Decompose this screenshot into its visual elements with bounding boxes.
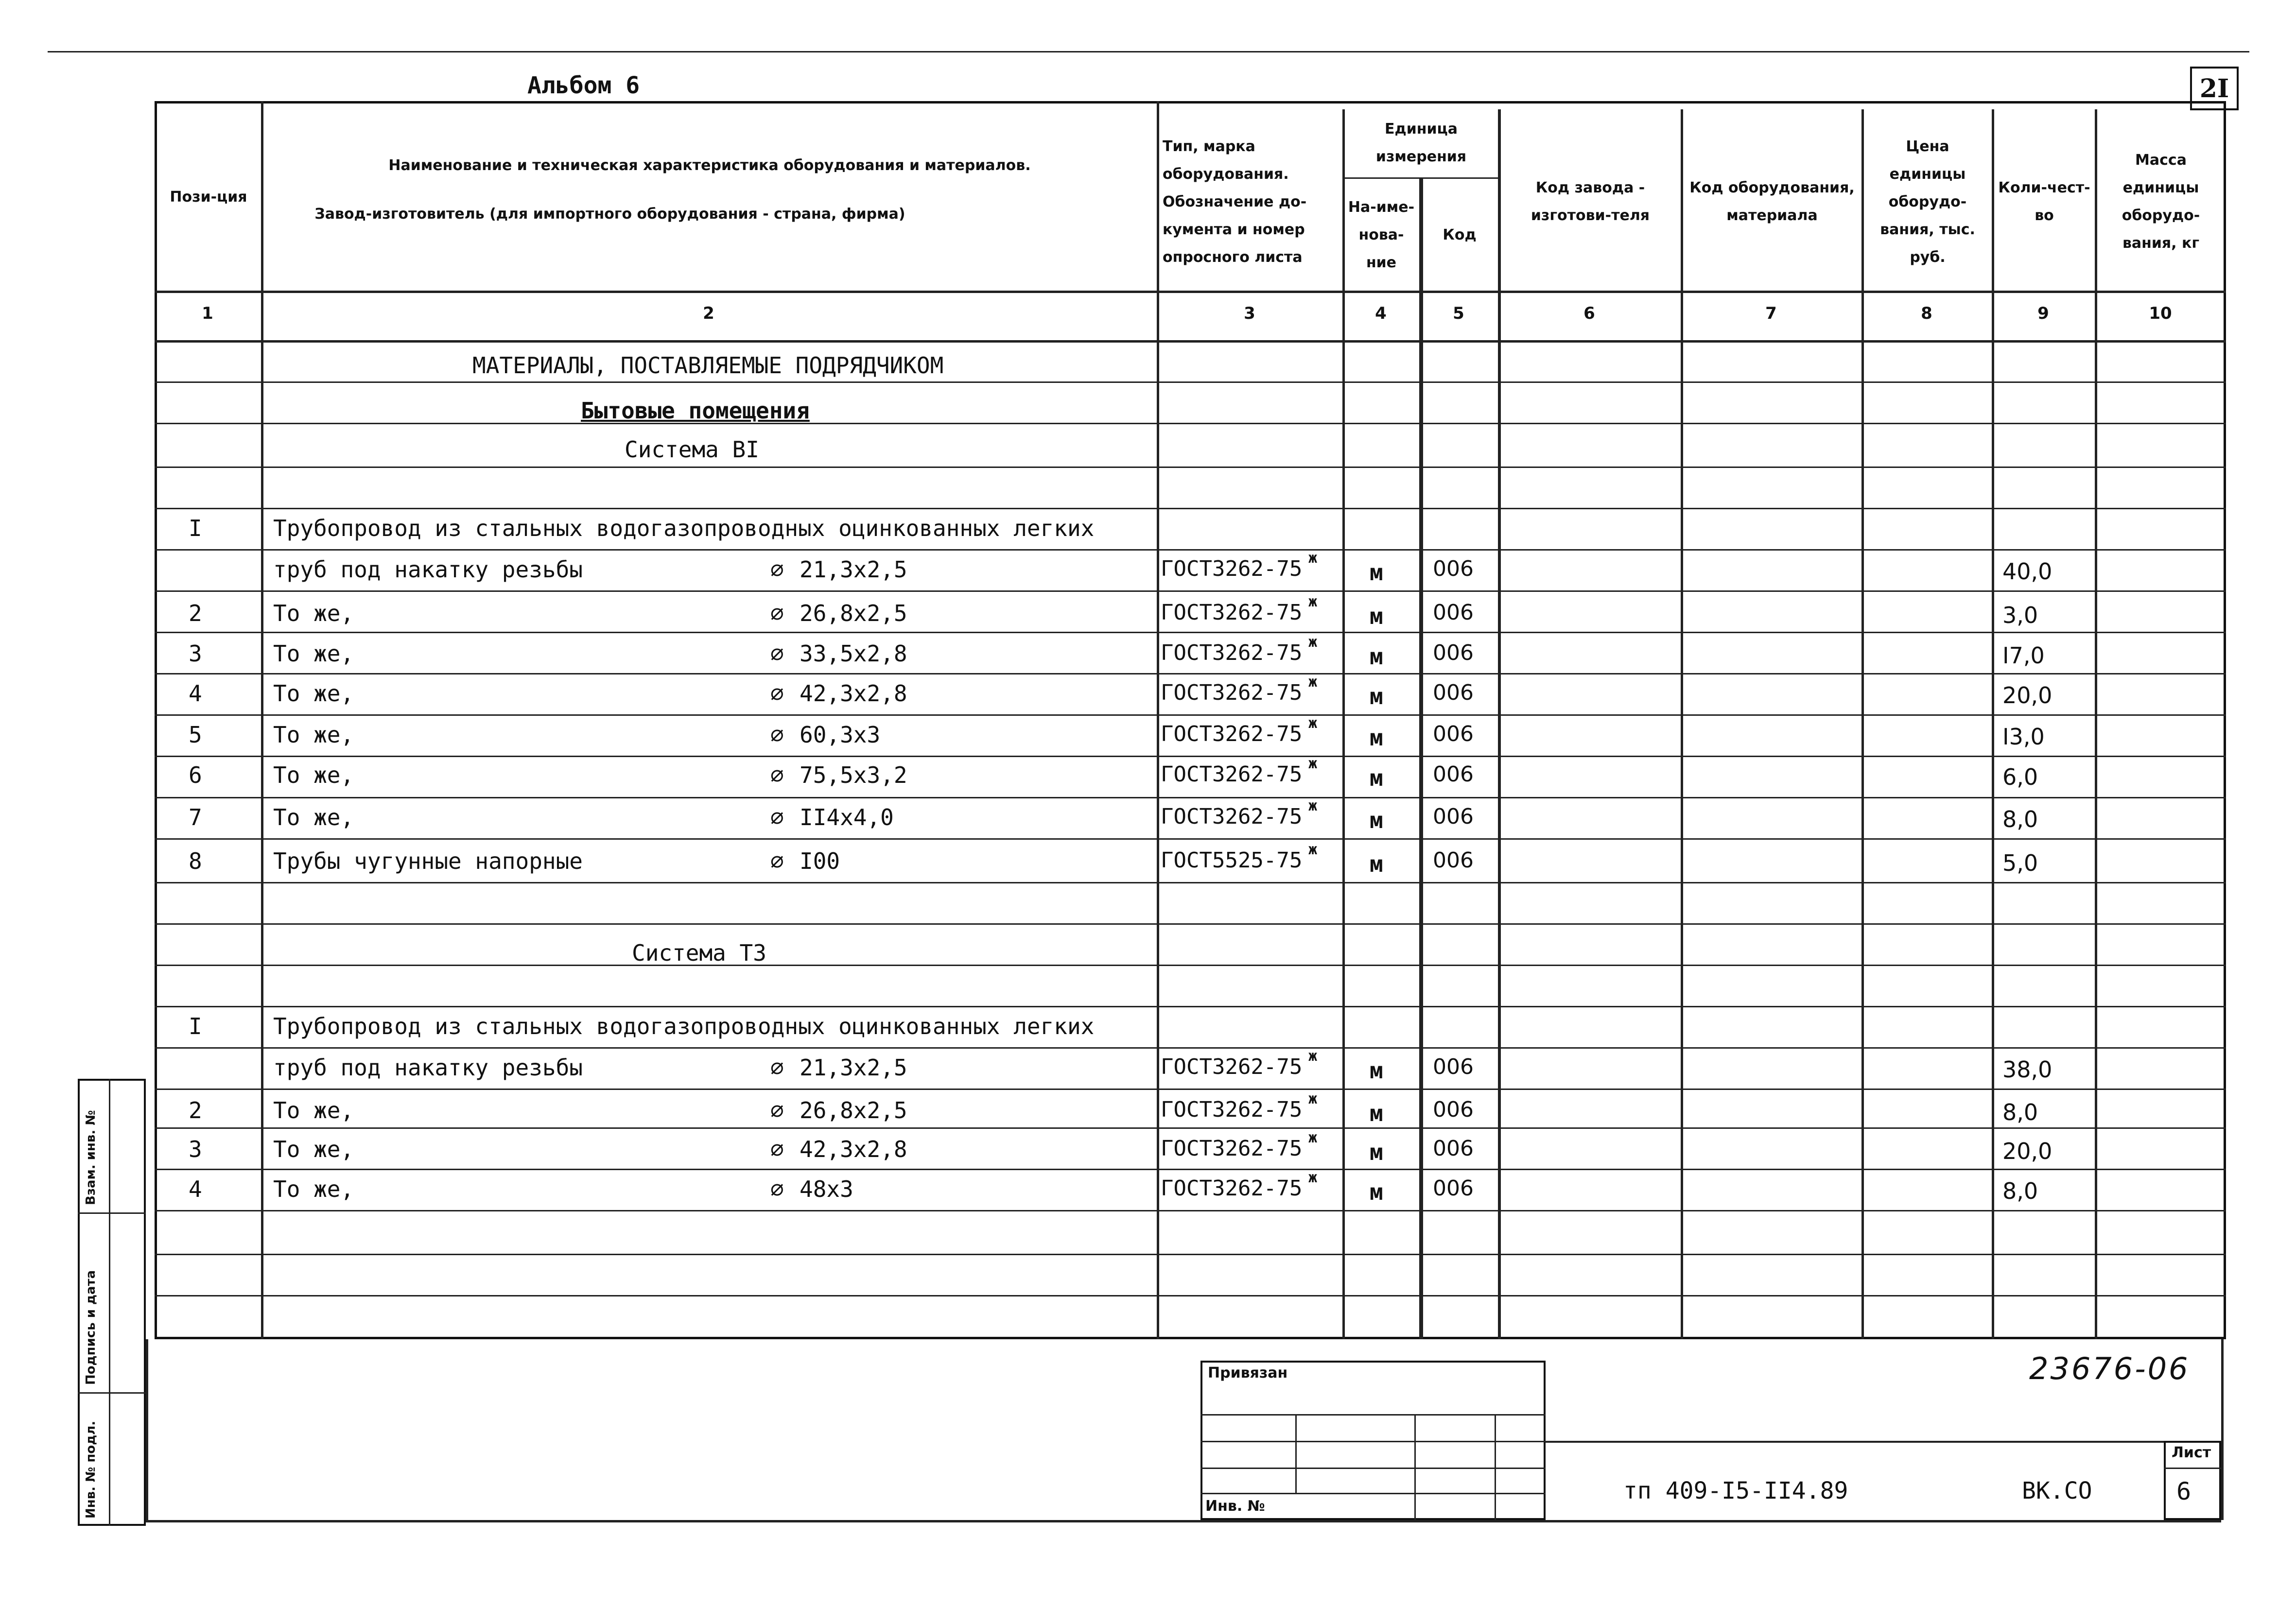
standard-star bbox=[1308, 797, 1317, 824]
column-number-10: 10 bbox=[2149, 304, 2172, 323]
hdr-unit-name: На-име-нова-ние bbox=[1348, 198, 1415, 271]
row-name: То же, bbox=[273, 680, 354, 707]
row-position: 7 bbox=[189, 804, 202, 830]
side-label-inventory: Инв. № подл. bbox=[84, 1420, 98, 1519]
row-unit-code: 006 bbox=[1433, 762, 1474, 787]
row-separator bbox=[155, 1089, 2226, 1090]
row-dimension: 26,8x2,5 bbox=[800, 1097, 907, 1123]
row-dimension: 42,3x2,8 bbox=[800, 680, 907, 707]
stamp-line-d bbox=[1200, 1493, 1546, 1494]
hdr-type: Тип, марка оборудования. Обозначение до-кумента и номер опросного листа bbox=[1163, 138, 1307, 266]
col-divider-4 bbox=[1419, 177, 1423, 1339]
col-divider-5 bbox=[1498, 109, 1501, 1339]
diameter-icon: ∅ bbox=[770, 1176, 784, 1202]
row-name: Трубы чугунные напорные bbox=[273, 848, 583, 874]
row-standard: ГОСТ3262-75 bbox=[1161, 556, 1303, 581]
stamp-vline-c bbox=[1495, 1414, 1496, 1520]
row-name: труб под накатку резьбы bbox=[273, 1054, 583, 1081]
row-position: 6 bbox=[189, 762, 202, 788]
header-bottom-line bbox=[155, 291, 2226, 293]
row-quantity: 5,0 bbox=[2002, 850, 2038, 876]
title-block-top bbox=[1546, 1441, 2221, 1443]
system1-title: Система BI bbox=[625, 436, 759, 463]
row-separator bbox=[155, 632, 2226, 633]
sheet-label: Лист bbox=[2172, 1444, 2211, 1461]
row-dimension: 75,5x3,2 bbox=[800, 762, 907, 788]
diameter-icon: ∅ bbox=[770, 640, 784, 667]
col-divider-9 bbox=[2095, 109, 2097, 1339]
section-title: МАТЕРИАЛЫ, ПОСТАВЛЯЕМЫЕ ПОДРЯДЧИКОМ bbox=[472, 352, 944, 379]
row-unit: м bbox=[1370, 643, 1383, 670]
row-separator bbox=[155, 673, 2226, 674]
row-name: труб под накатку резьбы bbox=[273, 556, 583, 583]
row-name: То же, bbox=[273, 600, 354, 626]
row-position: I bbox=[189, 1013, 202, 1039]
row-name: То же, bbox=[273, 1176, 354, 1202]
row-unit: м bbox=[1370, 1100, 1383, 1126]
stamp-vline-a bbox=[1295, 1414, 1297, 1494]
hdr-price: Цена единицы оборудо-вания, тыс. руб. bbox=[1880, 138, 1975, 266]
stamp-line-b bbox=[1200, 1441, 1546, 1442]
hdr-unit-group: Единица измерения bbox=[1375, 121, 1467, 165]
row-position: 2 bbox=[189, 600, 202, 626]
row-separator bbox=[155, 549, 2226, 551]
row-separator bbox=[155, 756, 2226, 757]
row-quantity: 20,0 bbox=[2002, 682, 2052, 708]
diameter-icon: ∅ bbox=[770, 556, 784, 583]
col-divider-6 bbox=[1681, 109, 1683, 1339]
privyazan-label: Привязан bbox=[1208, 1365, 1288, 1382]
row-standard: ГОСТ5525-75 bbox=[1161, 848, 1303, 873]
row-position: 3 bbox=[189, 1136, 202, 1162]
standard-star bbox=[1308, 841, 1317, 867]
standard-star bbox=[1308, 674, 1317, 700]
row-name: Трубопровод из стальных водогазопроводных оцинкованных легких bbox=[273, 1013, 1095, 1039]
row-standard: ГОСТ3262-75 bbox=[1161, 1136, 1303, 1161]
row-position: 4 bbox=[189, 1176, 202, 1202]
standard-star bbox=[1308, 593, 1317, 620]
bottom-line bbox=[146, 1520, 2221, 1522]
diameter-icon: ∅ bbox=[770, 1054, 784, 1081]
row-unit: м bbox=[1370, 1139, 1383, 1165]
row-dimension: II4x4,0 bbox=[800, 804, 894, 830]
row-position: 8 bbox=[189, 848, 202, 874]
row-standard: ГОСТ3262-75 bbox=[1161, 1054, 1303, 1079]
row-position: 4 bbox=[189, 680, 202, 707]
row-unit: м bbox=[1370, 603, 1383, 629]
stamp-line-a bbox=[1200, 1414, 1546, 1416]
row-quantity: 40,0 bbox=[2002, 558, 2052, 585]
hdr-name-line1: Наименование и техническая характеристика оборудования и материалов. bbox=[388, 156, 1031, 174]
row-quantity: 8,0 bbox=[2002, 1178, 2038, 1204]
row-unit-code: 006 bbox=[1433, 556, 1474, 581]
row-dimension: I00 bbox=[800, 848, 840, 874]
diameter-icon: ∅ bbox=[770, 1097, 784, 1123]
standard-star bbox=[1308, 634, 1317, 660]
col-divider-8 bbox=[1992, 109, 1994, 1339]
column-number-3: 3 bbox=[1244, 304, 1255, 323]
column-number-1: 1 bbox=[202, 304, 213, 323]
row-separator bbox=[155, 1210, 2226, 1211]
row-dimension: 42,3x2,8 bbox=[800, 1136, 907, 1162]
star-mark: ж bbox=[1308, 674, 1318, 691]
star-mark: ж bbox=[1308, 1048, 1318, 1065]
row-unit-code: 006 bbox=[1433, 600, 1474, 625]
row-separator bbox=[155, 714, 2226, 716]
column-number-9: 9 bbox=[2037, 304, 2049, 323]
row-standard: ГОСТ3262-75 bbox=[1161, 640, 1303, 665]
row-position: 5 bbox=[189, 722, 202, 748]
row-quantity: 20,0 bbox=[2002, 1138, 2052, 1164]
row-name: То же, bbox=[273, 1097, 354, 1123]
hdr-plant-code: Код завода - изготови-теля bbox=[1531, 179, 1650, 224]
row-standard: ГОСТ3262-75 bbox=[1161, 680, 1303, 705]
side-label-replacement: Взам. инв. № bbox=[84, 1110, 98, 1205]
column-number-6: 6 bbox=[1583, 304, 1595, 323]
hdr-mass: Масса единицы оборудо-вания, кг bbox=[2122, 152, 2200, 252]
row-name: То же, bbox=[273, 762, 354, 788]
row-unit: м bbox=[1370, 725, 1383, 751]
row-unit: м bbox=[1370, 1179, 1383, 1205]
row-standard: ГОСТ3262-75 bbox=[1161, 722, 1303, 746]
row-unit-code: 006 bbox=[1433, 804, 1474, 829]
star-mark: ж bbox=[1308, 715, 1318, 732]
row-unit-code: 006 bbox=[1433, 640, 1474, 665]
diameter-icon: ∅ bbox=[770, 1136, 784, 1162]
unit-group-divider bbox=[1342, 177, 1498, 179]
row-separator bbox=[155, 923, 2226, 925]
stamp-line-c bbox=[1200, 1468, 1546, 1469]
row-quantity: 6,0 bbox=[2002, 764, 2038, 790]
standard-star bbox=[1308, 1048, 1317, 1074]
standard-star bbox=[1308, 1129, 1317, 1156]
row-quantity: 8,0 bbox=[2002, 1099, 2038, 1125]
row-separator bbox=[155, 882, 2226, 883]
row-separator bbox=[155, 838, 2226, 840]
row-separator bbox=[155, 1127, 2226, 1129]
album-label: Альбом 6 bbox=[527, 72, 640, 99]
standard-star bbox=[1308, 550, 1317, 576]
standard-star bbox=[1308, 715, 1317, 741]
row-unit: м bbox=[1370, 1057, 1383, 1084]
diameter-icon: ∅ bbox=[770, 600, 784, 626]
row-position: 3 bbox=[189, 640, 202, 667]
row-standard: ГОСТ3262-75 bbox=[1161, 1176, 1303, 1201]
row-unit-code: 006 bbox=[1433, 848, 1474, 873]
row-separator bbox=[155, 965, 2226, 966]
row-name: То же, bbox=[273, 640, 354, 667]
standard-star bbox=[1308, 1169, 1317, 1195]
col-divider-3 bbox=[1342, 109, 1345, 1339]
standard-star bbox=[1308, 1090, 1317, 1117]
col-divider-7 bbox=[1861, 109, 1864, 1339]
standard-star bbox=[1308, 755, 1317, 781]
row-unit: м bbox=[1370, 683, 1383, 709]
row-unit-code: 006 bbox=[1433, 1097, 1474, 1122]
colnum-bottom-line bbox=[155, 340, 2226, 343]
star-mark: ж bbox=[1308, 593, 1318, 610]
row-unit: м bbox=[1370, 765, 1383, 791]
row-separator bbox=[155, 797, 2226, 798]
hdr-equip-code: Код оборудования, материала bbox=[1689, 179, 1855, 224]
row-position: I bbox=[189, 515, 202, 541]
page-number: 2I bbox=[2199, 73, 2229, 104]
row-separator bbox=[155, 423, 2226, 424]
star-mark: ж bbox=[1308, 1169, 1318, 1186]
diameter-icon: ∅ bbox=[770, 680, 784, 707]
side-stamp-line2 bbox=[78, 1392, 146, 1394]
column-number-8: 8 bbox=[1921, 304, 1932, 323]
row-dimension: 26,8x2,5 bbox=[800, 600, 907, 626]
star-mark: ж bbox=[1308, 755, 1318, 772]
row-unit-code: 006 bbox=[1433, 1136, 1474, 1161]
star-mark: ж bbox=[1308, 1090, 1318, 1107]
row-quantity: 8,0 bbox=[2002, 806, 2038, 832]
diameter-icon: ∅ bbox=[770, 762, 784, 788]
star-mark: ж bbox=[1308, 841, 1318, 858]
row-quantity: 3,0 bbox=[2002, 602, 2038, 628]
column-number-4: 4 bbox=[1375, 304, 1387, 323]
row-quantity: I7,0 bbox=[2002, 642, 2045, 669]
row-name: То же, bbox=[273, 1136, 354, 1162]
star-mark: ж bbox=[1308, 797, 1318, 814]
row-unit: м bbox=[1370, 559, 1383, 586]
row-separator bbox=[155, 590, 2226, 592]
hdr-qty: Коли-чест-во bbox=[1998, 179, 2090, 224]
row-separator bbox=[155, 381, 2226, 383]
handwritten-number: 23676-06 bbox=[2029, 1351, 2190, 1386]
row-dimension: 48x3 bbox=[800, 1176, 853, 1202]
row-dimension: 60,3x3 bbox=[800, 722, 881, 748]
sheet-number: 6 bbox=[2176, 1477, 2192, 1505]
diameter-icon: ∅ bbox=[770, 848, 784, 874]
row-position: 2 bbox=[189, 1097, 202, 1123]
diameter-icon: ∅ bbox=[770, 722, 784, 748]
outer-top-line bbox=[48, 51, 2249, 52]
row-unit-code: 006 bbox=[1433, 722, 1474, 746]
column-number-5: 5 bbox=[1453, 304, 1464, 323]
row-name: То же, bbox=[273, 722, 354, 748]
sheet-box-divider bbox=[2164, 1468, 2221, 1469]
row-unit: м bbox=[1370, 807, 1383, 833]
row-separator bbox=[155, 1047, 2226, 1049]
bottom-left-edge bbox=[146, 1339, 148, 1520]
row-name: Трубопровод из стальных водогазопроводных оцинкованных легких bbox=[273, 515, 1095, 541]
row-quantity: I3,0 bbox=[2002, 724, 2045, 750]
column-number-2: 2 bbox=[703, 304, 714, 323]
row-separator bbox=[155, 1254, 2226, 1255]
row-dimension: 21,3x2,5 bbox=[800, 1054, 907, 1081]
column-number-7: 7 bbox=[1765, 304, 1777, 323]
row-dimension: 33,5x2,8 bbox=[800, 640, 907, 667]
star-mark: ж bbox=[1308, 634, 1318, 651]
side-stamp-divider bbox=[109, 1079, 110, 1526]
row-unit: м bbox=[1370, 851, 1383, 877]
stamp-vline-b bbox=[1414, 1414, 1416, 1520]
row-standard: ГОСТ3262-75 bbox=[1161, 1097, 1303, 1122]
hdr-pos: Пози-ция bbox=[170, 188, 247, 206]
section-subtitle: Бытовые помещения bbox=[581, 397, 810, 424]
system2-title: Система ТЗ bbox=[632, 940, 766, 966]
row-standard: ГОСТ3262-75 bbox=[1161, 600, 1303, 625]
row-unit-code: 006 bbox=[1433, 680, 1474, 705]
star-mark: ж bbox=[1308, 1129, 1318, 1146]
privyazan-box bbox=[1200, 1361, 1546, 1520]
side-stamp-line1 bbox=[78, 1212, 146, 1214]
col-divider-2 bbox=[1157, 101, 1159, 1339]
row-separator bbox=[155, 1006, 2226, 1007]
row-name: То же, bbox=[273, 804, 354, 830]
row-separator bbox=[155, 1295, 2226, 1296]
row-dimension: 21,3x2,5 bbox=[800, 556, 907, 583]
row-separator bbox=[155, 508, 2226, 509]
star-mark: ж bbox=[1308, 550, 1318, 567]
row-standard: ГОСТ3262-75 bbox=[1161, 762, 1303, 787]
row-separator bbox=[155, 1169, 2226, 1170]
row-quantity: 38,0 bbox=[2002, 1056, 2052, 1083]
bottom-right-edge bbox=[2221, 1339, 2224, 1520]
inv-no-label: Инв. № bbox=[1205, 1498, 1265, 1515]
doc-mark: ВК.СО bbox=[2022, 1477, 2092, 1504]
hdr-unit-code: Код bbox=[1443, 226, 1477, 243]
col-divider-1 bbox=[261, 101, 263, 1339]
row-unit-code: 006 bbox=[1433, 1054, 1474, 1079]
diameter-icon: ∅ bbox=[770, 804, 784, 830]
hdr-name-line2: Завод-изготовитель (для импортного оборудования - страна, фирма) bbox=[314, 205, 905, 223]
row-standard: ГОСТ3262-75 bbox=[1161, 804, 1303, 829]
row-separator bbox=[155, 467, 2226, 468]
doc-code: тп 409-I5-II4.89 bbox=[1623, 1477, 1848, 1504]
row-unit-code: 006 bbox=[1433, 1176, 1474, 1201]
side-label-signature: Подпись и дата bbox=[84, 1270, 98, 1385]
